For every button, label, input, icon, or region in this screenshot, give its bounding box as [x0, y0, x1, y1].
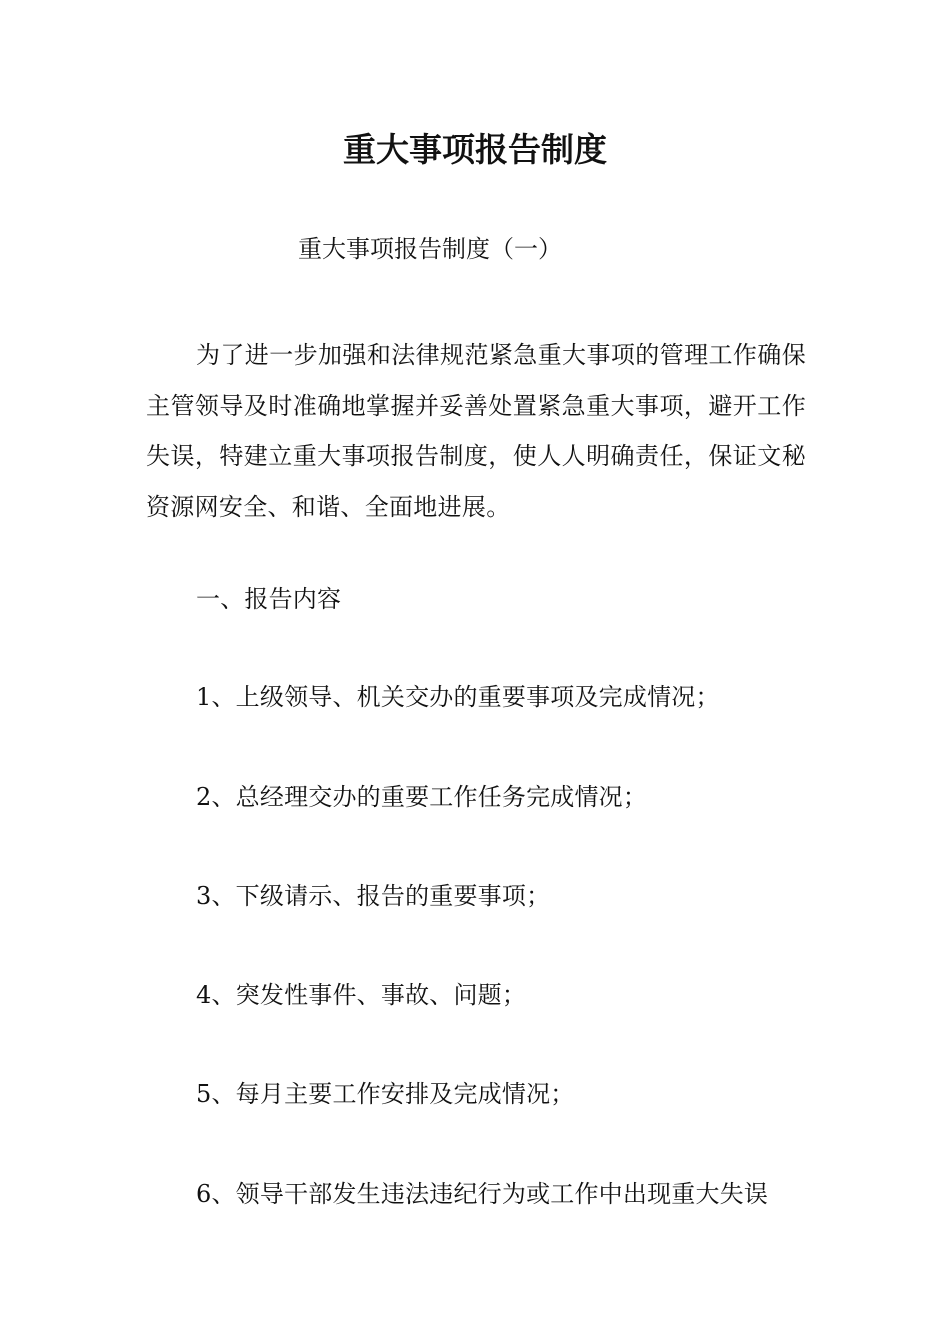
list-item: 2、总经理交办的重要工作任务完成情况；	[196, 783, 648, 811]
list-item: 1、上级领导、机关交办的重要事项及完成情况；	[196, 683, 720, 711]
document-subtitle: 重大事项报告制度（一）	[298, 235, 562, 263]
list-item: 5、每月主要工作安排及完成情况；	[196, 1080, 575, 1108]
document-title: 重大事项报告制度	[343, 130, 607, 169]
list-item: 3、下级请示、报告的重要事项；	[196, 882, 551, 910]
intro-paragraph: 为了进一步加强和法律规范紧急重大事项的管理工作确保主管领导及时准确地掌握并妥善处置紧急重大事项，避开工作失误，特建立重大事项报告制度，使人人明确责任，保证文秘资源网安全、和谐、全面地进展。	[146, 341, 806, 521]
section-heading: 一、报告内容	[196, 585, 342, 613]
list-item: 4、突发性事件、事故、问题；	[196, 981, 527, 1009]
list-item: 6、领导干部发生违法违纪行为或工作中出现重大失误	[196, 1180, 769, 1208]
